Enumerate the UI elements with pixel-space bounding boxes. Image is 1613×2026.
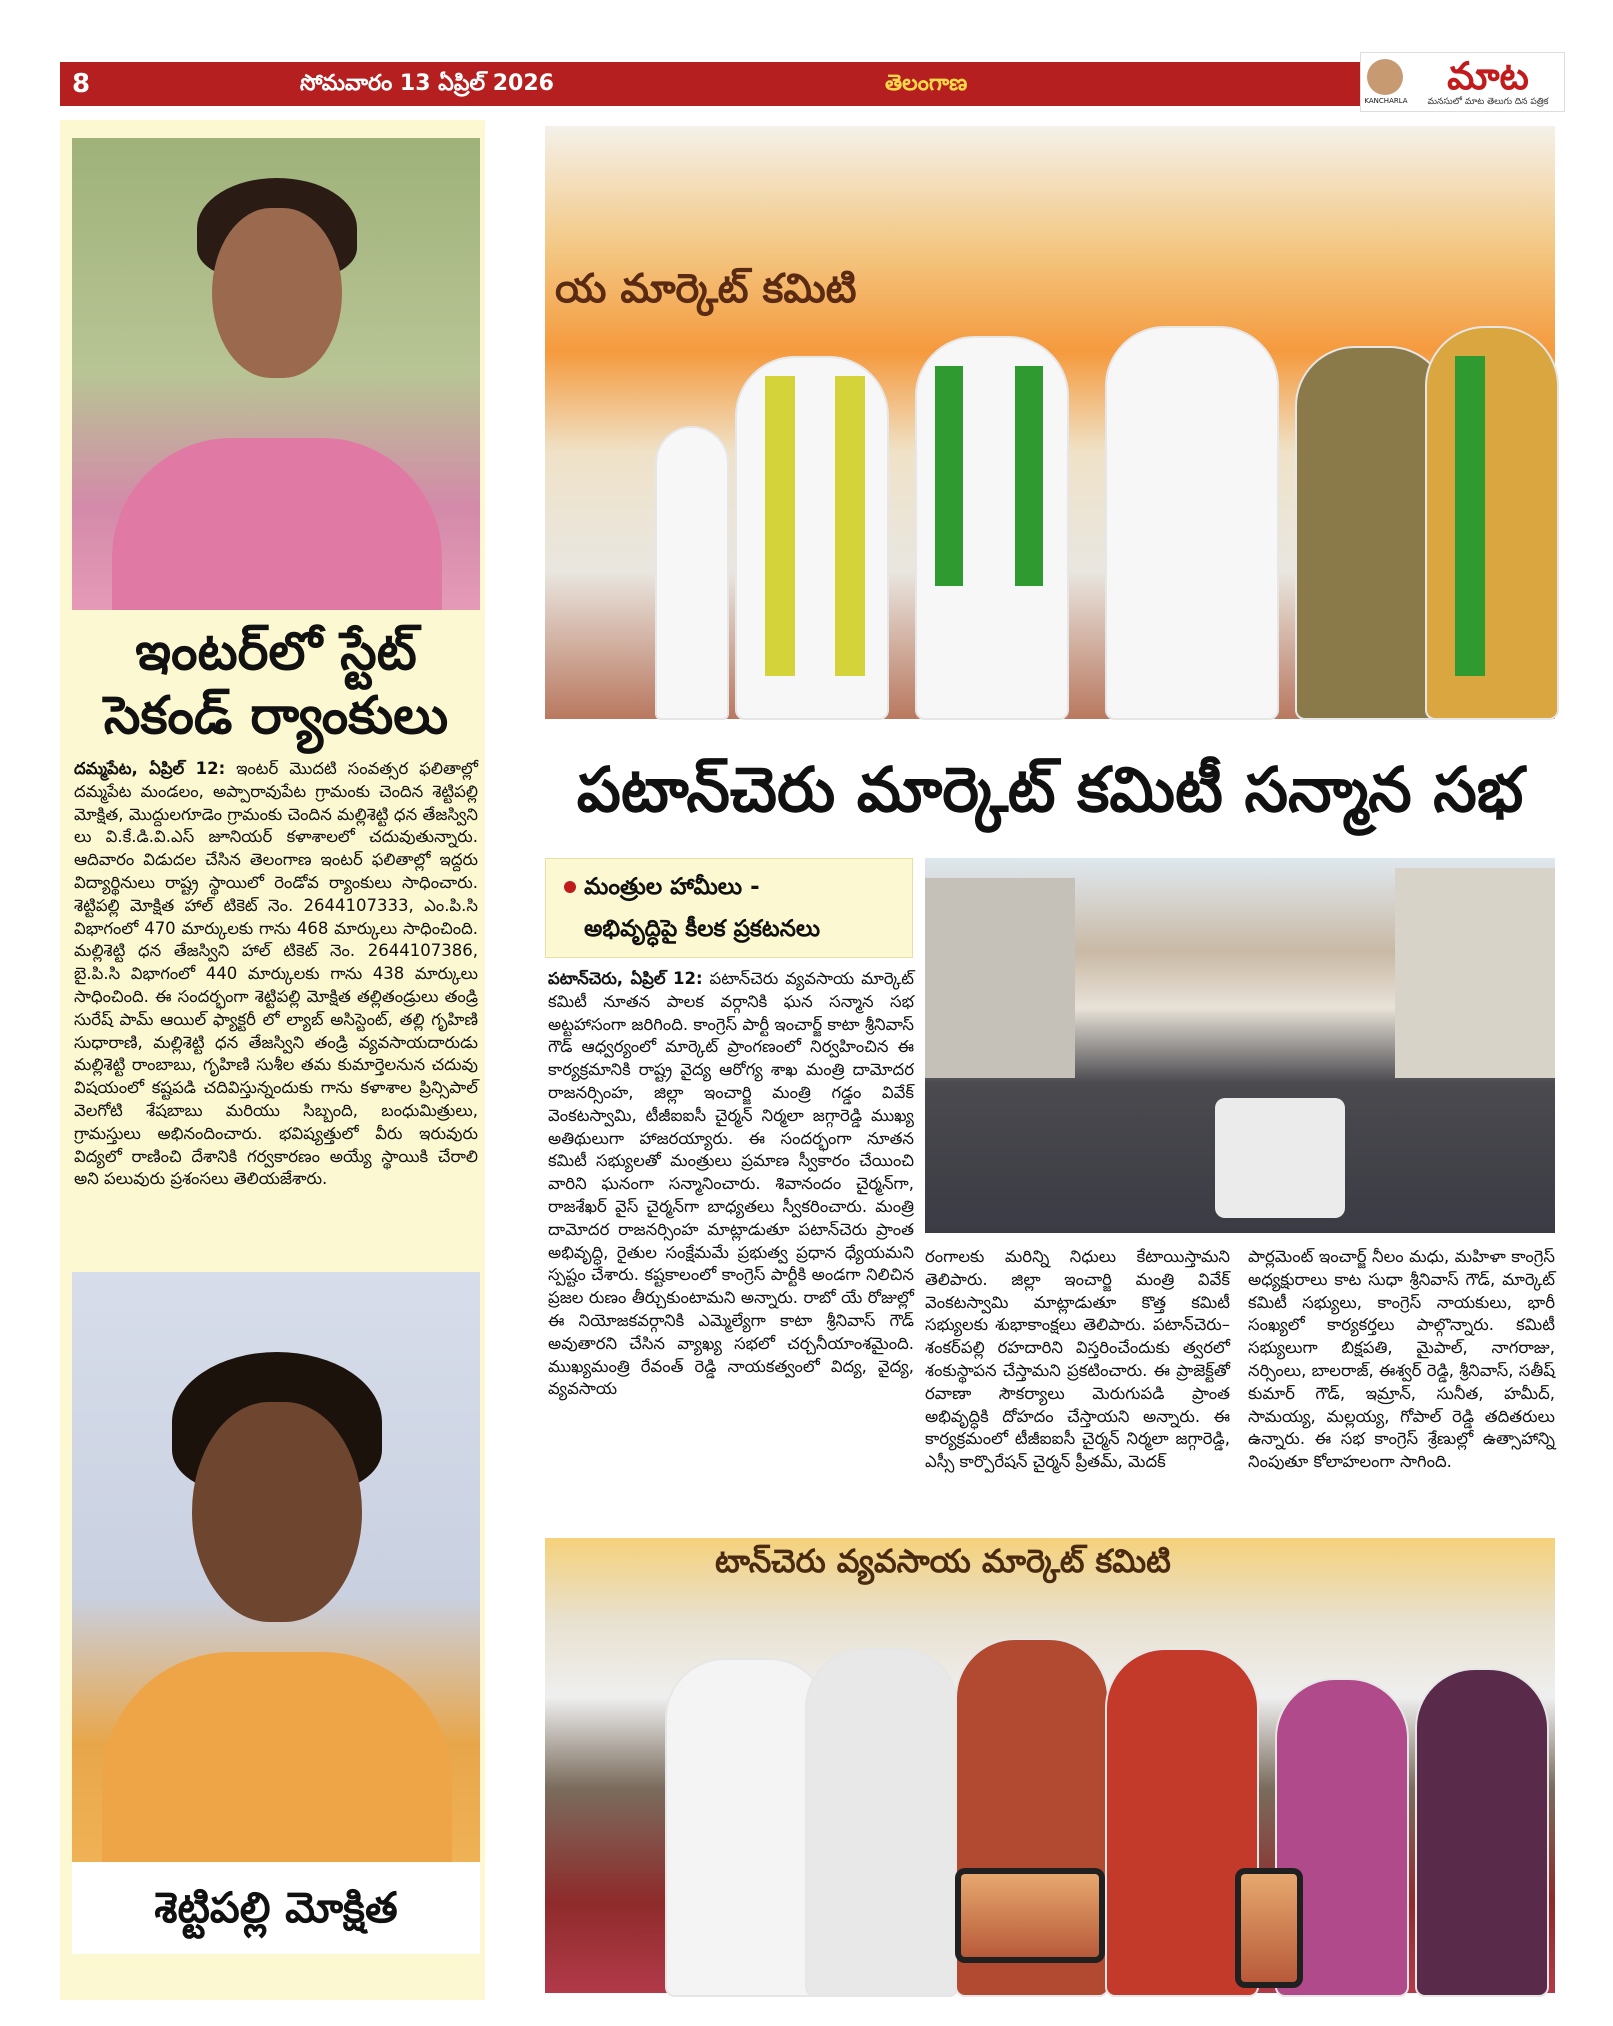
student-photo-bottom: [72, 1272, 480, 1862]
highlight-line2: అభివృద్ధిపై కీలక ప్రకటనలు: [584, 916, 821, 942]
highlight-line1: మంత్రుల హామీలు -: [584, 874, 760, 900]
issue-date: సోమవారం 13 ఏప్రిల్ 2026: [300, 71, 554, 96]
newspaper-logo: [1360, 52, 1565, 112]
logo-portrait-icon: [1367, 59, 1403, 95]
left-story-body: [74, 758, 478, 1258]
rally-photo: [925, 858, 1555, 1233]
main-col1-text: పటాన్‌చెరు వ్యవసాయ మార్కెట్ కమిటీ నూతన పాలక వర్గానికి ఘన సన్మాన సభ అట్టహాసంగా జరిగింది. కాంగ్రెస్ పార్టీ ఇంచార్జ్ కాటా శ్రీనివాస్ గౌడ్ ఆధ్వర్యంలో మార్కెట్ ప్రాంగణంలో నిర్వహించిన ఈ కార్యక్రమానికి రాష్ట్ర వైద్య ఆరోగ్య శాఖ మంత్రి దామోదర రాజనర్సింహ, జిల్లా ఇంచార్జి మంత్రి గడ్డం వివేక్ వెంకటస్వామి, టీజీఐఐసీ చైర్మన్ నిర్మలా జగ్గారెడ్డి ముఖ్య అతిథులుగా హాజరయ్యారు. ఈ సందర్భంగా నూతన కమిటీ సభ్యులతో మంత్రులు ప్రమాణ స్వీకారం చేయించి వారిని ఘనంగా సన్మానించారు. శివానందం చైర్మన్‌గా, రాజశేఖర్ వైస్ చైర్మన్‌గా బాధ్యతలు స్వీకరించారు. మంత్రి దామోదర రాజనర్సింహ మాట్లాడుతూ పటాన్‌చెరు ప్రాంత అభివృద్ధి, రైతుల సంక్షేమమే ప్రభుత్వ ప్రధాన ధ్యేయమని స్పష్టం చేశారు. కష్టకాలంలో కాంగ్రెస్ పార్టీకి అండగా నిలిచిన ప్రజల రుణం తీర్చుకుంటామని అన్నారు. రాబో యే రోజుల్లో ఈ నియోజకవర్గానికి ఎమ్మెల్యేగా కాటా శ్రీనివాస్ గౌడ్ అవుతారని చేసిన వ్యాఖ్య సభలో చర్చనీయాంశమైంది. ముఖ్యమంత్రి రేవంత్ రెడ్డి నాయకత్వంలో విద్య, వైద్య, వ్యవసాయ: [548, 969, 914, 1399]
logo-title: మాట: [1447, 54, 1529, 98]
photo-caption: శెట్టిపల్లి మోక్షిత: [72, 1862, 480, 1954]
left-body-text: ఇంటర్ మొదటి సంవత్సర ఫలితాల్లో దమ్మపేట మండలం, అప్పారావుపేట గ్రామంకు చెందిన శెట్టిపల్లి మోక్షిత, మొద్దులగూడెం గ్రామంకు చెందిన మల్లిశెట్టి ధన తేజస్విని లు వి.కే.డి.వి.ఎస్ జూనియర్ కళాశాలలో చదువుతున్నారు. ఆదివారం విడుదల చేసిన తెలంగాణ ఇంటర్ ఫలితాల్లో ఇద్దరు విద్యార్థినులు రాష్ట్ర స్థాయిలో రెండోవ ర్యాంకులు సాధించారు. శెట్టిపల్లి మోక్షిత హాల్ టికెట్ నెం. 2644107333, ఎం.పి.సి విభాగంలో 470 మార్కులకు గాను 468 మార్కులు సాధించింది. మల్లిశెట్టి ధన తేజస్విని హాల్ టికెట్ నెం. 2644107386, బై.పి.సి విభాగంలో 440 మార్కులకు గాను 438 మార్కులు సాధించింది. ఈ సందర్భంగా శెట్టిపల్లి మోక్షిత తల్లితండ్రులు తండ్రి సురేష్ పామ్ ఆయిల్ ఫ్యాక్టరీ లో ల్యాబ్ అసిస్టెంట్, తల్లి గృహిణి సుధారాణి, మల్లిశెట్టి ధన తేజస్విని తండ్రి వ్యవసాయదారుడు మల్లిశెట్టి రాంబాబు, గృహిణి సుశీల తమ కుమార్తెలనున చదువు విషయంలో కష్టపడి చదివిస్తున్నందుకు గాను కళాశాల ప్రిన్సిపాల్ వెలగోటి శేషబాబు మరియు సిబ్బంది, బంధుమిత్రులు, గ్రామస్తులు అభినందించారు. భవిష్యత్తులో వీరు ఇరువురు విద్యలో రాణించి దేశానికి గర్వకారణం అయ్యే స్థాయికి చేరాలి అని పలువురు ప్రశంసలు తెలియజేశారు.: [74, 759, 478, 1189]
highlight-box: [545, 858, 913, 958]
student-photo-top: [72, 138, 480, 610]
phone-screen-icon: [1235, 1868, 1303, 1988]
main-story-column-2: రంగాలకు మరిన్ని నిధులు కేటాయిస్తామని తెలిపారు. జిల్లా ఇంచార్జి మంత్రి వివేక్ వెంకటస్వామి మాట్లాడుతూ కొత్త కమిటీ సభ్యులకు శుభాకాంక్షలు తెలిపారు. పటాన్‌చెరు–శంకర్‌పల్లి రహదారిని విస్తరించేందుకు త్వరలో శంకుస్థాపన చేస్తామని ప్రకటించారు. ఈ ప్రాజెక్ట్‌తో రవాణా సౌకర్యాలు మెరుగుపడి ప్రాంత అభివృద్ధికి దోహదం చేస్తాయని అన్నారు. ఈ కార్యక్రమంలో టీజీఐఐసీ చైర్మన్ నిర్మలా జగ్గారెడ్డి, ఎస్సీ కార్పొరేషన్ చైర్మన్ ప్రీతమ్, మెదక్: [925, 1247, 1230, 1472]
section-name: తెలంగాణ: [885, 71, 968, 96]
stage-banner-text: య మార్కెట్ కమిటి: [555, 266, 857, 312]
header-bar: [60, 62, 1560, 106]
left-headline-line2: సెకండ్ ర్యాంకులు: [103, 686, 449, 746]
main-stage-photo: [545, 126, 1555, 719]
logo-caption: KANCHARLA: [1364, 97, 1408, 105]
main-story-column-3: పార్లమెంట్ ఇంచార్జ్ నీలం మధు, మహిళా కాంగ్రెస్ అధ్యక్షురాలు కాట సుధా శ్రీనివాస్ గౌడ్, మార్కెట్ కమిటీ సభ్యులు, కాంగ్రెస్ నాయకులు, భారీ సంఖ్యలో కార్యకర్తలు పాల్గొన్నారు. కమిటీ సభ్యులుగా బిక్షపతి, మైపాల్, నాగరాజు, నర్సింలు, బాలరాజ్, ఈశ్వర్ రెడ్డి, శ్రీనివాస్, సతీష్ కుమార్ గౌడ్, ఇమ్రాన్, సునీత, హమీద్, సామయ్య, మల్లయ్య, గోపాల్ రెడ్డి తదితరులు ఉన్నారు. ఈ సభ కాంగ్రెస్ శ్రేణుల్లో ఉత్సాహాన్ని నింపుతూ కోలాహలంగా సాగింది.: [1248, 1247, 1555, 1472]
left-dateline: దమ్మపేట, ఏప్రిల్ 12:: [74, 759, 226, 778]
page-number: 8: [72, 69, 91, 99]
left-headline: [72, 620, 480, 750]
felicitation-photo: [545, 1538, 1555, 1993]
main-headline: పటాన్‌చెరు మార్కెట్ కమిటీ సన్మాన సభ: [576, 753, 1524, 826]
left-headline-line1: ఇంటర్‌లో స్టేట్: [135, 622, 417, 682]
logo-subtitle: మనసులో మాట తెలుగు దిన పత్రిక: [1427, 97, 1549, 107]
main-dateline: పటాన్‌చెరు, ఏప్రిల్ 12:: [548, 969, 703, 988]
bottom-banner-text: టాన్‌చెరు వ్యవసాయ మార్కెట్ కమిటి: [715, 1542, 1171, 1580]
bullet-icon: [564, 881, 576, 893]
main-story-column-1: [548, 968, 914, 1528]
phone-screen-icon: [955, 1868, 1105, 1963]
